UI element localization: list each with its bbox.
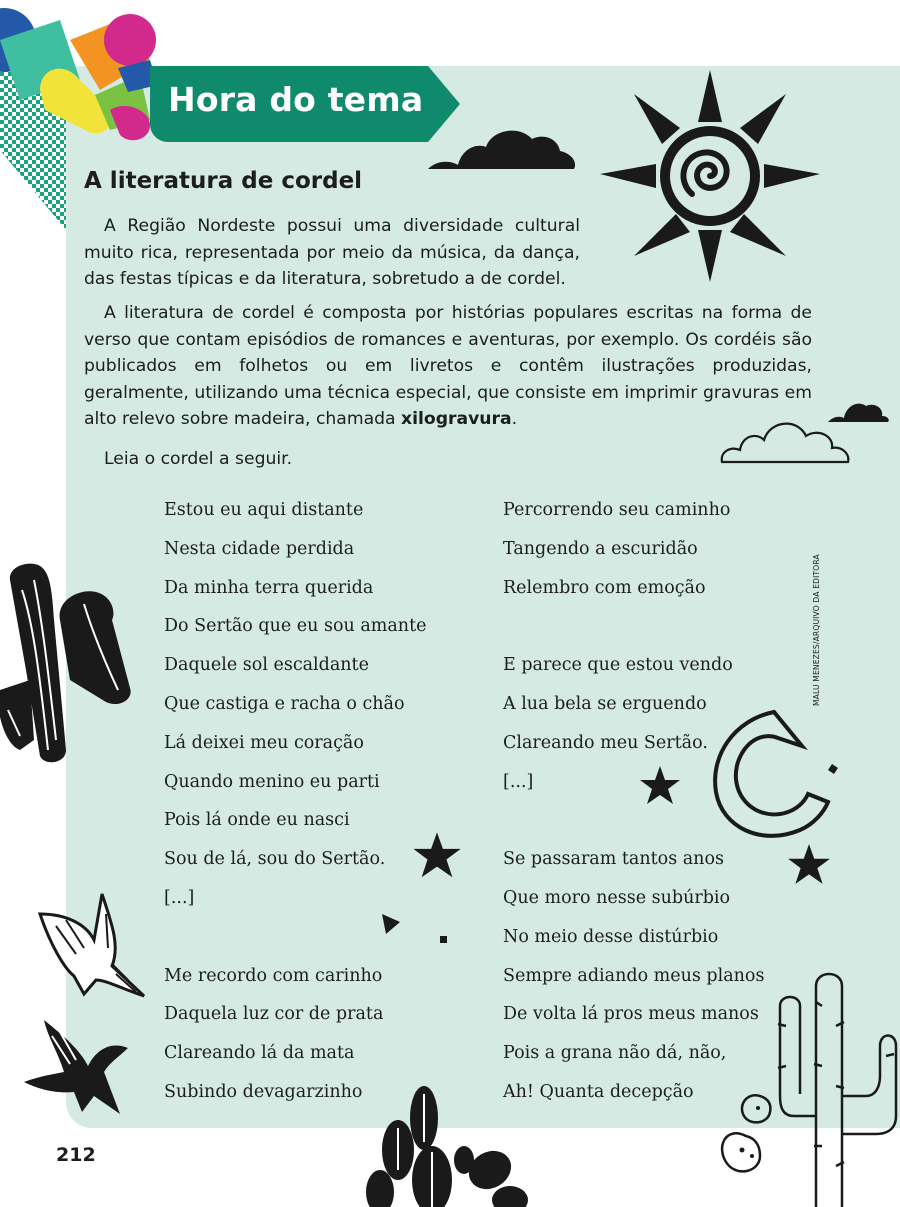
cactus-icon — [0, 560, 142, 765]
poem-line: Ah! Quanta decepção — [503, 1081, 694, 1102]
poem-line: [...] — [164, 887, 195, 908]
star-icon — [786, 842, 832, 888]
bird-icon — [24, 1016, 128, 1120]
poem-line: Clareando meu Sertão. — [503, 732, 708, 753]
poem-line: Lá deixei meu coração — [164, 732, 364, 753]
corner-decoration — [0, 0, 170, 230]
poem-line: Que moro nesse subúrbio — [503, 887, 731, 908]
poem-line: Daquela luz cor de prata — [164, 1004, 384, 1025]
cloud-icon — [428, 125, 578, 175]
poem-line: Subindo devagarzinho — [164, 1081, 363, 1102]
instruction-paragraph: Leia o cordel a seguir. — [104, 449, 293, 469]
section-title: A literatura de cordel — [84, 168, 363, 194]
poem-line: Estou eu aqui distante — [164, 500, 364, 520]
poem-line: Me recordo com carinho — [164, 965, 383, 986]
poem-line: Daquele sol escaldante — [164, 655, 369, 676]
intro-paragraph: A Região Nordeste possui uma diversidade cultural muito rica, representada por meio da música, da dança, das festas típicas e da literatura, sobretudo a de cordel. — [84, 216, 580, 289]
poem-line: Percorrendo seu caminho — [503, 500, 731, 520]
poem-column-2 — [503, 491, 764, 1112]
poem-line: Pois lá onde eu nasci — [164, 810, 350, 831]
poem-line: Nesta cidade perdida — [164, 538, 355, 559]
poem-line: Da minha terra querida — [164, 577, 374, 598]
page-number: 212 — [56, 1144, 96, 1166]
bird-icon — [36, 884, 148, 1004]
bold-term: xilogravura — [401, 409, 512, 429]
poem-line: A lua bela se erguendo — [503, 693, 707, 714]
poem-line: Relembro com emoção — [503, 577, 706, 598]
poem-line: Sou de lá, sou do Sertão. — [164, 849, 386, 870]
poem-line: De volta lá pros meus manos — [503, 1004, 759, 1025]
header-title: Hora do tema — [168, 80, 424, 119]
poem-line — [503, 801, 764, 840]
poem-line: E parece que estou vendo — [503, 655, 733, 676]
poem-line — [164, 918, 426, 957]
poem-line: Sempre adiando meus planos — [503, 965, 765, 986]
sun-icon — [600, 70, 820, 285]
poem-line: Do Sertão que eu sou amante — [164, 616, 427, 637]
poem-line: Pois a grana não dá, não, — [503, 1043, 727, 1064]
poem-line: Quando menino eu parti — [164, 771, 380, 792]
poem-line: Que castiga e racha o chão — [164, 693, 405, 714]
poem-line — [503, 607, 764, 646]
poem-line: Clareando lá da mata — [164, 1043, 355, 1064]
bold-term-suffix: . — [511, 409, 518, 429]
poem-line: No meio desse distúrbio — [503, 926, 719, 947]
image-credit: MALU MENEZES/ARQUIVO DA EDITORA — [812, 554, 821, 706]
poem-column-1 — [164, 491, 426, 1112]
poem-line: Se passaram tantos anos — [503, 849, 724, 870]
cordel-paragraph-text: A literatura de cordel é composta por histórias populares escritas na forma de verso que contam episódios de romances e aventuras, por exemplo. Os cordéis são publicados em folhetos ou em livretos e contêm ilustrações produzidas, geralmente, utilizando uma técnica especial, que consiste em imprimir gravuras em alto relevo sobre madeira, chamada — [84, 303, 812, 429]
cordel-paragraph — [84, 300, 812, 433]
poem-line: Tangendo a escuridão — [503, 538, 698, 559]
poem-line: [...] — [503, 771, 534, 792]
